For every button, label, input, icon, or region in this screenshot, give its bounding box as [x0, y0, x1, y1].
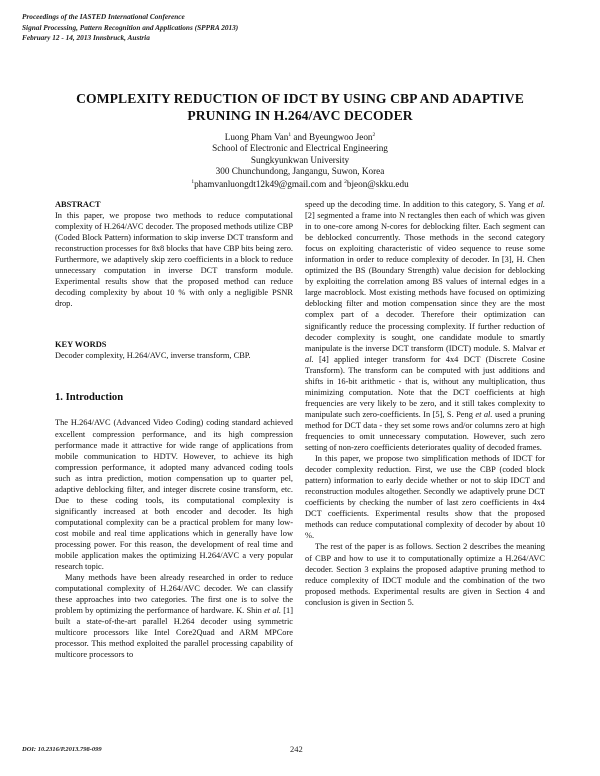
right-column	[305, 199, 545, 608]
intro-paragraph-4: In this paper, we propose two simplification methods of IDCT for decoder complexity reduction. First, we use the CBP (coded block pattern) information to early decide whether or not to skip IDCT and reconstruction modules altogether. Secondly we adaptively prune DCT coefficients by checking the number of last zero coefficients in 4x4 DCT coefficients. Experimental results show that the proposed methods can reduce computational complexity of decoder by about 10 %.	[305, 454, 545, 541]
doi: DOI: 10.2316/P.2013.798-099	[22, 746, 102, 753]
paper-title	[40, 90, 560, 124]
abstract-heading: ABSTRACT	[55, 200, 101, 209]
proceedings-header	[22, 12, 238, 44]
author-1-mark: 1	[288, 132, 292, 138]
abstract-text: In this paper, we propose two methods to reduce computational complexity of H.264/AVC decoder. The proposed methods utilize CBP (Coded Block Pattern) information to skip inverse DCT transform and reconstruction processes for 8x8 blocks that have CBP bits being zero. Furthermore, we adaptively skip zero coefficients in a block to reduce unnecessary computation in inverse DCT transform module. Experimental results show that the proposed method can reduce decoding complexity by about 10 % with only a negligible PSNR drop.	[55, 211, 293, 309]
email-2: bjeon@skku.edu	[346, 179, 409, 190]
intro-paragraph-5: The rest of the paper is as follows. Section 2 describes the meaning of CBP and how to use it to computationally optimize a H.264/AVC decoder. Section 3 explains the proposed adaptive pruning method to reduce complexity of IDCT module and the combination of the two proposed methods. Experimental results are given in Section 4 and conclusion is given in Section 5.	[305, 542, 545, 607]
header-line-2: Signal Processing, Pattern Recognition and Applications (SPPRA 2013)	[22, 22, 239, 32]
author-conjunction: and	[291, 132, 309, 142]
keywords-text: Decoder complexity, H.264/AVC, inverse transform, CBP.	[55, 351, 251, 361]
author-names	[100, 130, 500, 143]
intro-paragraph-1: The H.264/AVC (Advanced Video Coding) coding standard achieved excellent compression performance, and its high compression performance made it attractive for wide range of applications from mobile communication to HDTV. However, to achieve its high compression performance, it adopted many advanced coding tools such as intra prediction, motion compensation up to quarter pel, adaptive deblocking filter, and integer discrete cosine transform, etc. Due to these coding tools, its computational complexity is significantly increased at both encoder and decoder. Its high computational complexity can be a practical problem for many low-cost mobile and real time applications which in generally have low processing power. For this reason, the development of real time and mobile application makes the optimizing H.264/AVC a very popular research topic.	[55, 418, 293, 572]
header-line-3: February 12 - 14, 2013 Innsbruck, Austria	[22, 33, 150, 42]
intro-paragraph-2: Many methods have been already researched in order to reduce computational complexity of H.264/AVC decoder. We can classify these approaches into two categories. The first one is to solve the problem by optimizing the performance of hardware. K. Shin et al. [1] built a state-of-the-art parallel H.264 decoder using symmetric multicore processors like Intel Core2Quad and ARM MPCore processor. This method exploited the parallel processing capability of multicore processors to	[55, 573, 294, 660]
email-2-mark: 2	[344, 179, 347, 186]
affiliation-school: School of Electronic and Electrical Engineering	[212, 143, 388, 154]
author-2: Byeungwoo Jeon	[308, 132, 373, 142]
author-block	[100, 130, 500, 190]
email-1-mark: 1	[191, 179, 195, 186]
affiliation-address: 300 Chunchundong, Jangangu, Suwon, Korea	[215, 165, 385, 176]
author-1: Luong Pham Van	[224, 132, 289, 142]
header-line-1: Proceedings of the IASTED International Conference	[22, 12, 185, 21]
affiliation-university: Sungkyunkwan University	[250, 154, 350, 165]
left-column	[55, 199, 293, 661]
keywords-heading: KEY WORDS	[55, 340, 107, 350]
intro-paragraph-3: speed up the decoding time. In addition to this category, S. Yang et al. [2] segmented a frame into N rectangles then each of which was given in to one-core among N-cores for deblocking filter. Each segment can be deblocked concurrently. Those methods in the second category focus on exploiting characteristic of video sequence to reuse some information in order to reduce complexity of decoder. In [3], H. Chen optimized the BS (Boundary Strength) value decision for deblocking by exploiting the correlation among BS values of internal edges in a large macroblock. Most existing methods have focused on optimizing deblocking filter and motion compensation since they are the most complex part of a decoder. Therefore their optimization can significantly reduce the processing complexity. If further reduction of decoder complexity is sought, one candidate module to smartly manipulate is the inverse DCT transform (IDCT) module. S. Malvar et al. [4] applied integer transform for 4x4 DCT (Discrete Cosine Transform). The transform can be computed with just additions and shifts in 16-bit arithmetic - that is, without any multiplication, thus minimizing computation. Note that the DCT coefficients at high frequencies are very likely to be zero, and it still takes complexity to manipulate such zero-coefficients. In [5], S. Peng et al. used a pruning method for DCT data - they set some rows and/or columns zero at high frequencies to omit unnecessary computation. However, such zero setting of non-zero coefficients deteriorates quality of decoded frames.	[305, 200, 546, 453]
page-number: 242	[290, 744, 303, 754]
author-emails	[100, 177, 500, 190]
email-1: phamvanluongdt12k49@gmail.com and	[194, 179, 345, 190]
author-2-mark: 2	[372, 132, 376, 138]
title-line-2: PRUNING IN H.264/AVC DECODER	[187, 108, 413, 123]
intro-heading: 1. Introduction	[55, 392, 124, 404]
title-line-1: COMPLEXITY REDUCTION OF IDCT BY USING CBP AND ADAPTIVE	[76, 91, 524, 106]
